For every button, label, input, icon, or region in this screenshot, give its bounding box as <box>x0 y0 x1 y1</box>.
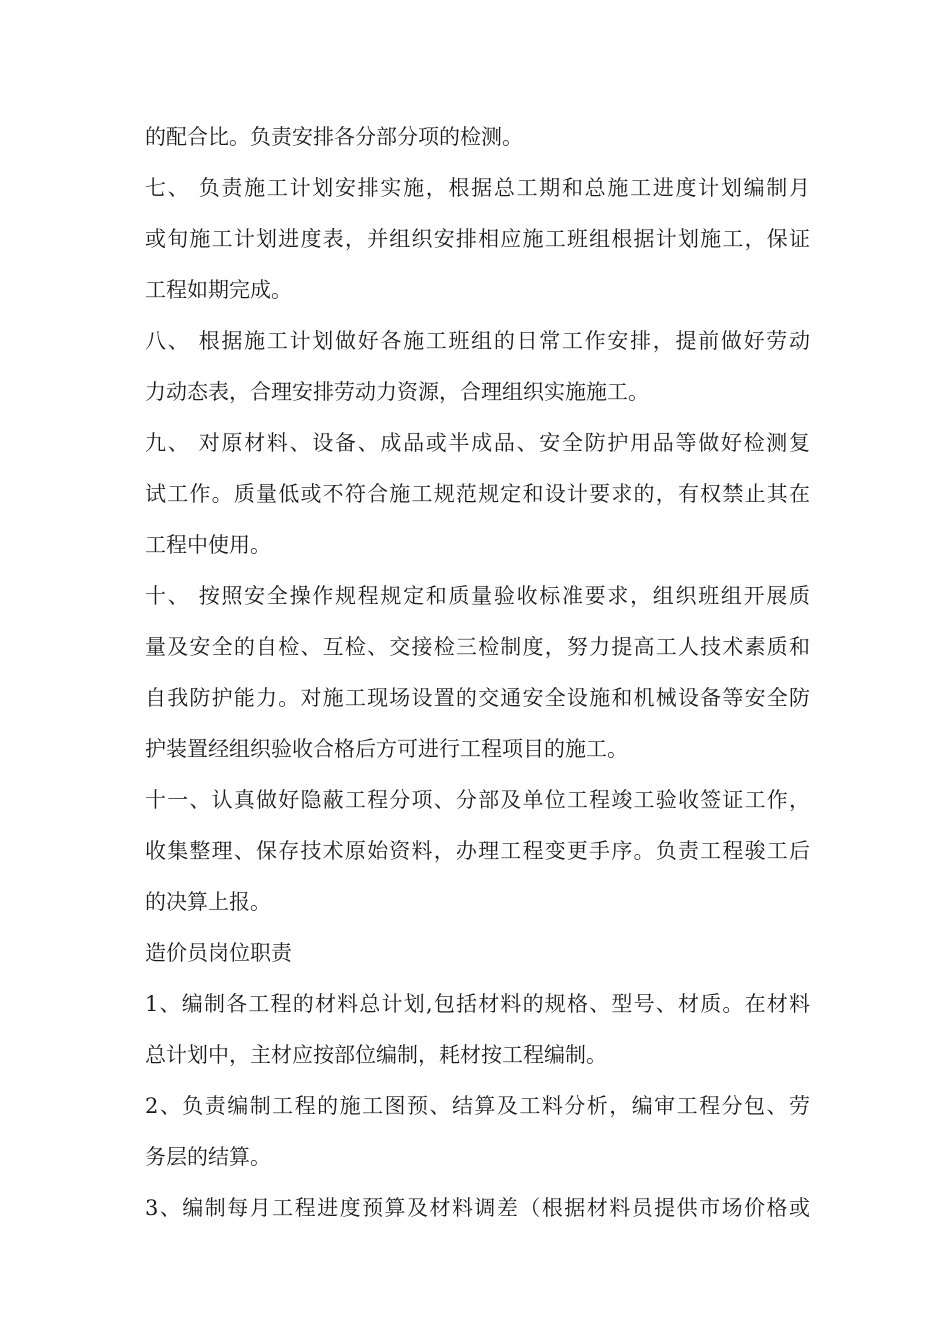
document-body <box>145 112 810 1234</box>
text-line: 工程如期完成。 <box>145 278 292 302</box>
text-line: 试工作。质量低或不符合施工规范规定和设计要求的，有权禁止其在 <box>145 482 810 506</box>
text-line: 八、 根据施工计划做好各施工班组的日常工作安排，提前做好劳动 <box>145 329 810 353</box>
text-line: 1、编制各工程的材料总计划,包括材料的规格、型号、材质。在材料 <box>145 992 810 1016</box>
text-line: 量及安全的自检、互检、交接检三检制度，努力提高工人技术素质和 <box>145 635 810 659</box>
text-line: 九、 对原材料、设备、成品或半成品、安全防护用品等做好检测复 <box>145 431 810 455</box>
text-line: 十一、认真做好隐蔽工程分项、分部及单位工程竣工验收签证工作， <box>145 788 810 812</box>
text-line: 力动态表，合理安排劳动力资源，合理组织实施施工。 <box>145 380 649 404</box>
text-line: 七、 负责施工计划安排实施，根据总工期和总施工进度计划编制月 <box>145 176 810 200</box>
text-line: 3、编制每月工程进度预算及材料调差（根据材料员提供市场价格或 <box>145 1196 810 1220</box>
text-line: 的决算上报。 <box>145 890 271 914</box>
text-line: 的配合比。负责安排各分部分项的检测。 <box>145 125 523 149</box>
text-line: 护装置经组织验收合格后方可进行工程项目的施工。 <box>145 737 628 761</box>
text-line: 或旬施工计划进度表，并组织安排相应施工班组根据计划施工，保证 <box>145 227 810 251</box>
text-line: 务层的结算。 <box>145 1145 271 1169</box>
text-line: 2、负责编制工程的施工图预、结算及工料分析，编审工程分包、劳 <box>145 1094 810 1118</box>
text-line: 十、 按照安全操作规程规定和质量验收标准要求，组织班组开展质 <box>145 584 810 608</box>
text-line: 总计划中，主材应按部位编制，耗材按工程编制。 <box>145 1043 607 1067</box>
text-line: 自我防护能力。对施工现场设置的交通安全设施和机械设备等安全防 <box>145 686 810 710</box>
text-line: 工程中使用。 <box>145 533 271 557</box>
section-heading: 造价员岗位职责 <box>145 941 292 965</box>
text-line: 收集整理、保存技术原始资料，办理工程变更手序。负责工程骏工后 <box>145 839 810 863</box>
